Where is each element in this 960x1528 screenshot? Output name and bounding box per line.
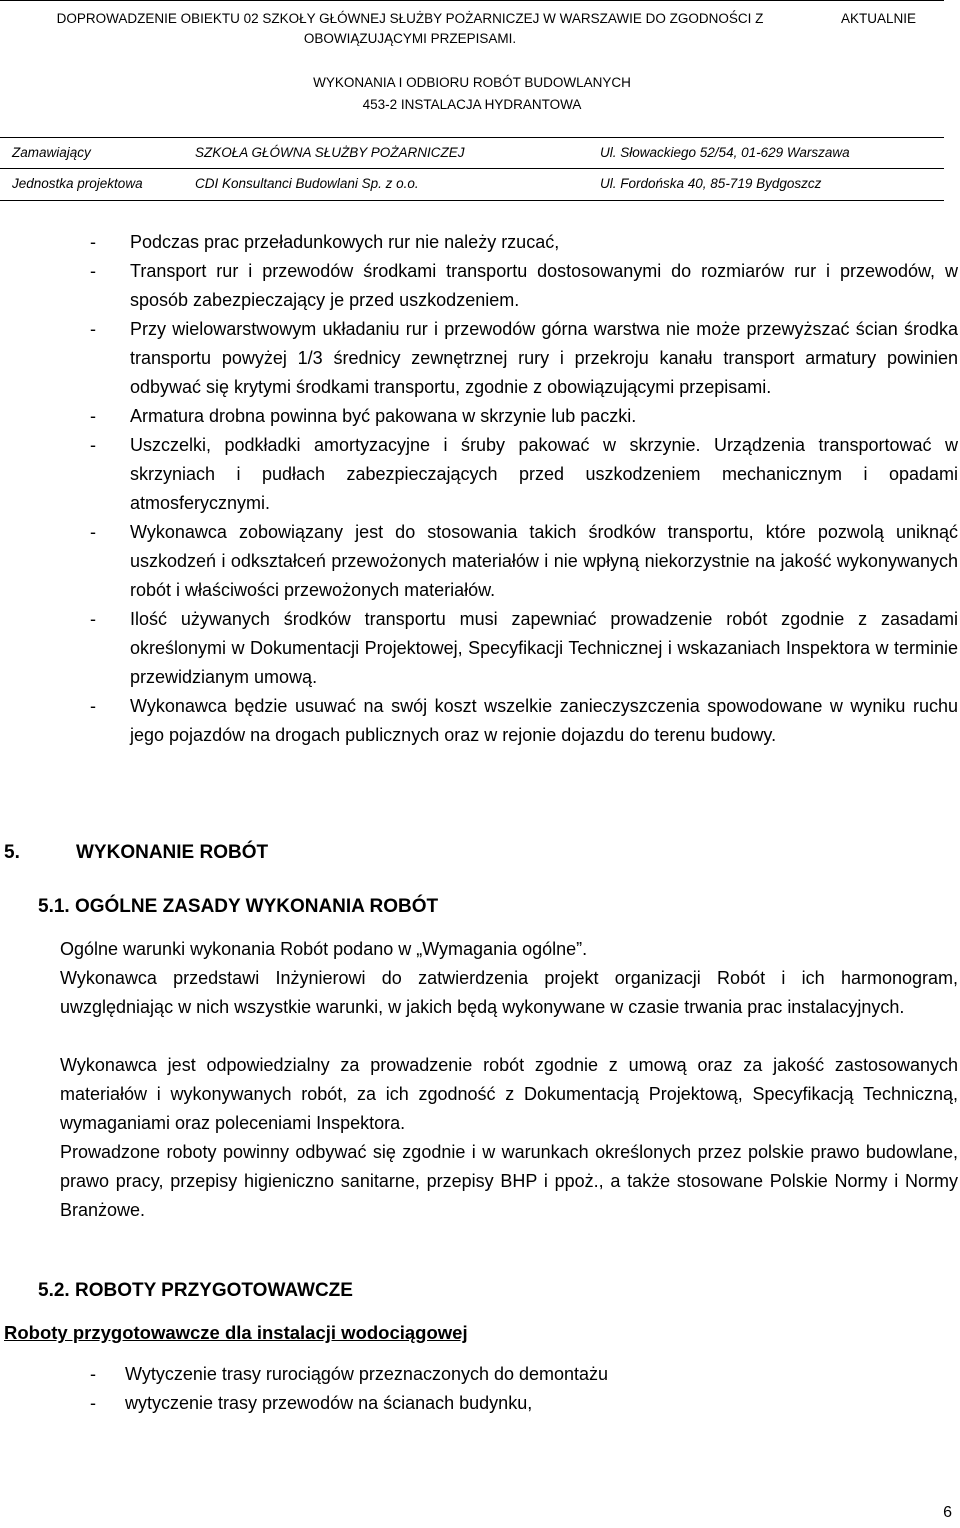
section-title: WYKONANIE ROBÓT: [76, 842, 269, 863]
client-address: Ul. Słowackiego 52/54, 01-629 Warszawa: [600, 145, 850, 160]
list-item: - Ilość używanych środków transportu musi zapewniać prowadzenie robót zgodnie z zasadami określonymi w Dokumentacji Projektowej, Specyfikacji Technicznej i wskazaniach Inspektora w terminie przewidzianym umową.: [90, 605, 958, 692]
list-item: - Armatura drobna powinna być pakowana w skrzynie lub paczki.: [90, 402, 958, 431]
header-top: [0, 0, 944, 57]
transport-list: [90, 228, 958, 750]
paragraph: Prowadzone roboty powinny odbywać się zgodnie i w warunkach określonych przez polskie prawo budowlane, prawo pracy, przepisy higieniczno sanitarne, przepisy BHP i ppoż., a także stosowane Polskie Normy i Normy Branżowe.: [60, 1142, 958, 1220]
preparatory-list: [90, 1360, 950, 1418]
client-name: SZKOŁA GŁÓWNA SŁUŻBY POŻARNICZEJ: [195, 145, 465, 160]
subsection-heading-5-2: 5.2. ROBOTY PRZYGOTOWAWCZE: [38, 1280, 353, 1301]
subsection-subheading: Roboty przygotowawcze dla instalacji wodociągowej: [4, 1322, 468, 1343]
subsection-heading-5-1: 5.1. OGÓLNE ZASADY WYKONANIA ROBÓT: [38, 896, 439, 917]
document-title: DOPROWADZENIE OBIEKTU 02 SZKOŁY GŁÓWNEJ SŁUŻBY POŻARNICZEJ W WARSZAWIE DO ZGODNOŚCI Z OBOWIĄZUJĄCYMI PRZEPISAMI.: [56, 11, 764, 46]
list-item: - Transport rur i przewodów środkami transportu dostosowanymi do rozmiarów rur i przewodów, w sposób zabezpieczający je przed uszkodzeniem.: [90, 257, 958, 315]
client-label: Zamawiający: [12, 145, 91, 160]
subtitle-spec: WYKONANIA I ODBIORU ROBÓT BUDOWLANYCH: [313, 75, 631, 90]
list-item: - Wykonawca zobowiązany jest do stosowania takich środków transportu, które pozwolą uniknąć uszkodzeń i odkształceń przewożonych materiałów i nie wpłyną niekorzystnie na jakość wykonywanych robót i właściwości przewożonych materiałów.: [90, 518, 958, 605]
section-number: 5.: [4, 842, 20, 863]
list-item: - Podczas prac przeładunkowych rur nie należy rzucać,: [90, 228, 958, 257]
section-heading: [4, 842, 268, 864]
list-item: - Przy wielowarstwowym układaniu rur i przewodów górna warstwa nie może przewyższać ścian środka transportu powyżej 1/3 średnicy zewnętrznej rury i przekroju kanału transport armatury powinien odbywać się krytymi środkami transportu, zgodnie z obowiązującymi przepisami.: [90, 315, 958, 402]
designer-label: Jednostka projektowa: [12, 176, 143, 191]
designer-address: Ul. Fordońska 40, 85-719 Bydgoszcz: [600, 176, 822, 191]
document-status: AKTUALNIE: [840, 11, 916, 26]
header-divider: [0, 200, 944, 201]
paragraph: Ogólne warunki wykonania Robót podano w „Wymagania ogólne”.: [60, 939, 588, 959]
paragraph: Wykonawca przedstawi Inżynierowi do zatwierdzenia projekt organizacji Robót i ich harmonogram, uwzględniając w nich wszystkie warunki, w jakich będą wykonywane w czasie trwania prac instalacyjnych.: [60, 968, 958, 1017]
designer-name: CDI Konsultanci Budowlani Sp. z o.o.: [195, 176, 419, 191]
paragraph: Wykonawca jest odpowiedzialny za prowadzenie robót zgodnie z umową oraz za jakość zastosowanych materiałów i wykonywanych robót, za ich zgodność z Dokumentacją Projektową, Specyfikacją Techniczną, wymaganiami oraz poleceniami Inspektora.: [60, 1055, 958, 1133]
list-item: - Uszczelki, podkładki amortyzacyjne i śruby pakować w skrzynie. Urządzenia transportować w skrzyniach i pudłach zabezpieczających przed uszkodzeniem mechanicznym i opadami atmosferycznymi.: [90, 431, 958, 518]
list-item: - wytyczenie trasy przewodów na ścianach budynku,: [90, 1389, 950, 1418]
subtitle-installation: 453-2 INSTALACJA HYDRANTOWA: [362, 97, 582, 112]
list-item: - Wykonawca będzie usuwać na swój koszt wszelkie zanieczyszczenia spowodowane w wyniku ruchu jego pojazdów na drogach publicznych oraz w rejonie dojazdu do terenu budowy.: [90, 692, 958, 750]
client-row: [0, 138, 944, 168]
header-subtitle: [0, 72, 944, 116]
designer-row: [0, 169, 944, 199]
page-number: 6: [943, 1504, 952, 1521]
list-item: - Wytyczenie trasy rurociągów przeznaczonych do demontażu: [90, 1360, 950, 1389]
